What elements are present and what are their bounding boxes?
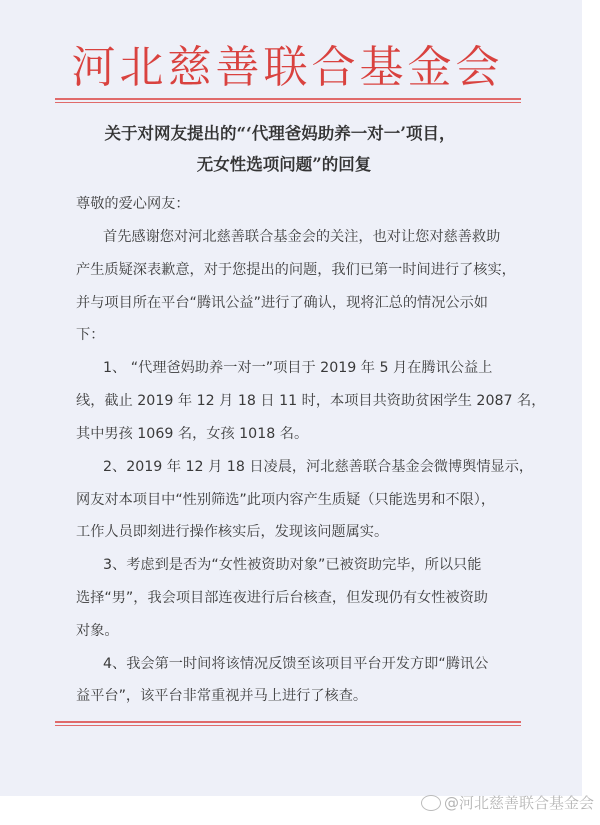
body-line: 网友对本项目中“性别筛选”此项内容产生质疑（只能选男和不限）， bbox=[76, 492, 496, 508]
body-line: 益平台”，该平台非常重视并马上进行了核查。 bbox=[76, 688, 368, 704]
weibo-watermark bbox=[421, 792, 594, 813]
body-line: 3、考虑到是否为“女性被资助对象”已被资助完毕，所以只能 bbox=[103, 557, 482, 573]
document-title-line-2: 无女性选项问题”的回复 bbox=[196, 155, 372, 174]
document-title-line-1: 关于对网友提出的“‘代理爸妈助养一对一’项目， bbox=[104, 124, 456, 143]
organization-letterhead: 河北慈善联合基金会 bbox=[71, 42, 504, 93]
body-line: 选择“男”，我会项目部连夜进行后台核查，但发现仍有女性被资助 bbox=[76, 590, 488, 606]
body-line: 线，截止 2019 年 12 月 18 日 11 时，本项目共资助贫困学生 2087 名， bbox=[76, 393, 546, 409]
body-line: 1、 “代理爸妈助养一对一”项目于 2019 年 5 月在腾讯公益上 bbox=[103, 360, 493, 376]
body-line: 其中男孩 1069 名，女孩 1018 名。 bbox=[76, 426, 309, 442]
body-line: 4、我会第一时间将该情况反馈至该项目平台开发方即“腾讯公 bbox=[103, 656, 489, 672]
watermark-text: @河北慈善联合基金会 bbox=[443, 794, 594, 812]
body-line: 产生质疑深表歉意，对于您提出的问题，我们已第一时间进行了核实， bbox=[76, 262, 516, 278]
footer-divider bbox=[55, 721, 521, 726]
body-line: 首先感谢您对河北慈善联合基金会的关注，也对让您对慈善救助 bbox=[103, 229, 501, 245]
weibo-icon bbox=[421, 795, 441, 811]
body-line: 对象。 bbox=[76, 623, 119, 639]
letterhead-divider bbox=[55, 98, 521, 103]
body-line: 2、2019 年 12 月 18 日凌晨，河北慈善联合基金会微博舆情显示， bbox=[103, 459, 534, 475]
salutation: 尊敬的爱心网友： bbox=[76, 196, 190, 212]
body-line: 并与项目所在平台“腾讯公益”进行了确认，现将汇总的情况公示如 bbox=[76, 295, 488, 311]
body-line: 下： bbox=[76, 327, 105, 343]
body-line: 工作人员即刻进行操作核实后，发现该问题属实。 bbox=[76, 524, 389, 540]
